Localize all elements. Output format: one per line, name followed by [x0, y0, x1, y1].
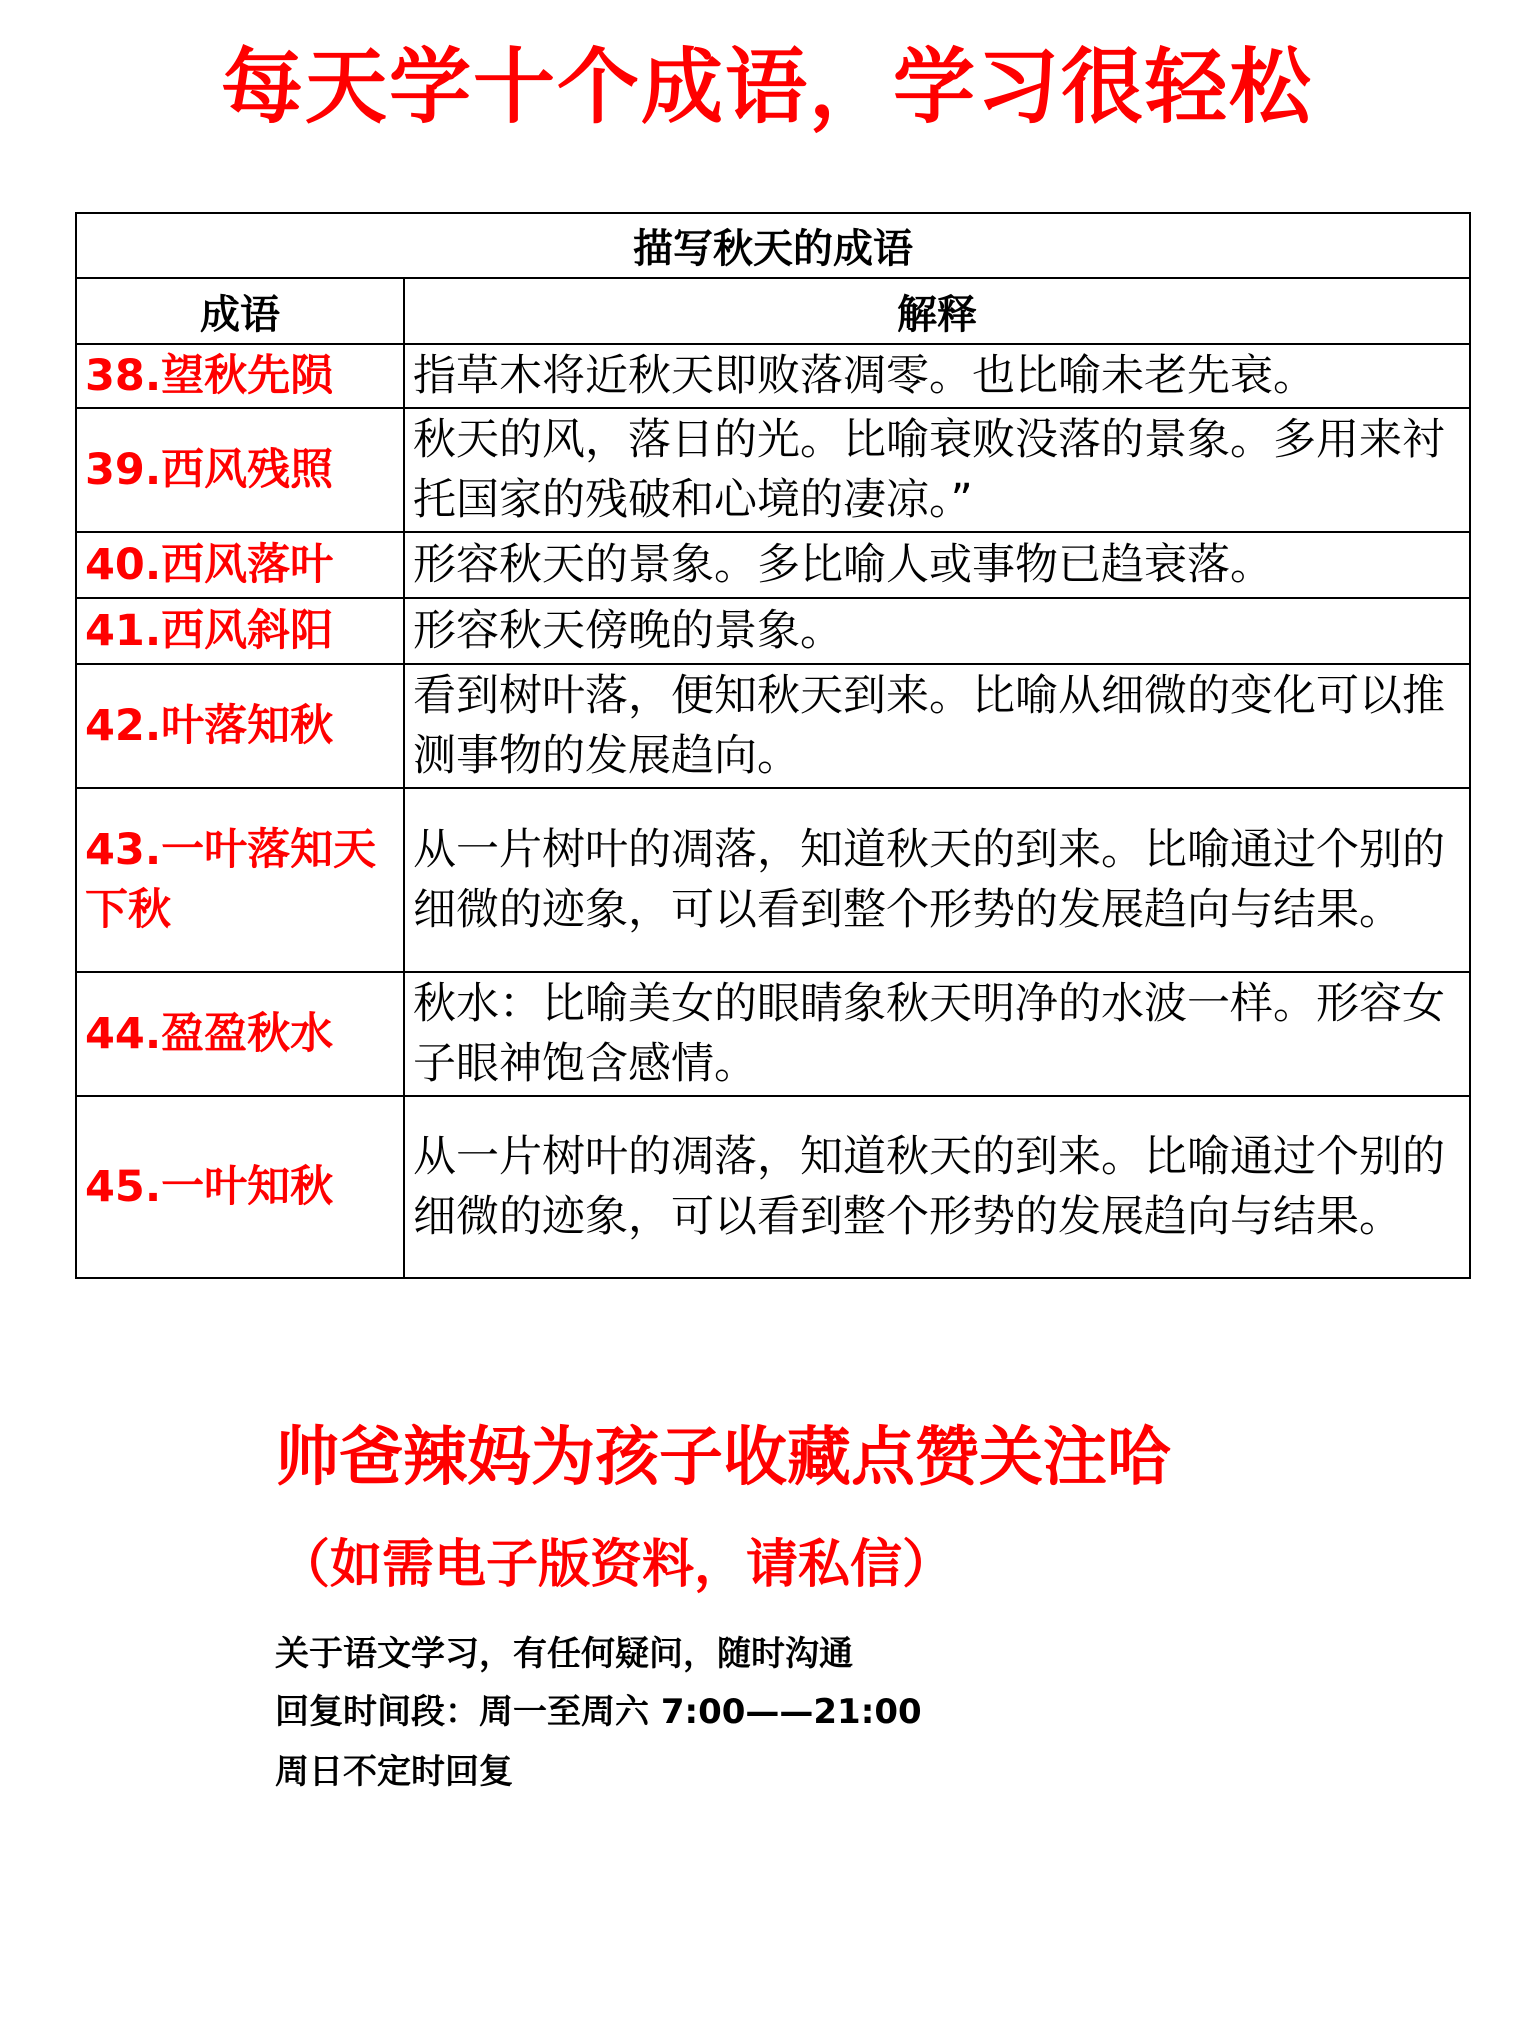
table-caption-row [76, 213, 1470, 278]
column-header-idiom: 成语 [76, 278, 404, 344]
table-row [76, 408, 1470, 532]
idiom-definition: 秋天的风，落日的光。比喻衰败没落的景象。多用来衬托国家的残破和心境的凄凉。” [404, 408, 1470, 532]
idiom-name: 39.西风残照 [76, 408, 404, 532]
footer-title: 帅爸辣妈为孩子收藏点赞关注哈 [275, 1421, 1171, 1495]
idiom-name: 42.叶落知秋 [76, 664, 404, 788]
table-row [76, 344, 1470, 408]
idiom-definition: 形容秋天的景象。多比喻人或事物已趋衰落。 [404, 532, 1470, 598]
column-header-definition: 解释 [404, 278, 1470, 344]
idiom-name: 45.一叶知秋 [76, 1096, 404, 1278]
contact-line: 周日不定时回复 [275, 1752, 513, 1792]
table-row [76, 1096, 1470, 1278]
table-caption: 描写秋天的成语 [76, 213, 1470, 278]
idiom-name: 44.盈盈秋水 [76, 972, 404, 1096]
table-row [76, 598, 1470, 664]
idiom-definition: 从一片树叶的凋落，知道秋天的到来。比喻通过个别的细微的迹象，可以看到整个形势的发展趋向与结果。 [404, 788, 1470, 972]
idiom-definition: 指草木将近秋天即败落凋零。也比喻未老先衰。 [404, 344, 1470, 408]
contact-line: 关于语文学习，有任何疑问，随时沟通 [275, 1634, 853, 1674]
footer-subtitle: （如需电子版资料，请私信） [278, 1535, 955, 1595]
idiom-definition: 看到树叶落，便知秋天到来。比喻从细微的变化可以推测事物的发展趋向。 [404, 664, 1470, 788]
contact-line: 回复时间段：周一至周六 7:00——21:00 [275, 1692, 922, 1732]
table-row [76, 972, 1470, 1096]
page-title: 每天学十个成语，学习很轻松 [220, 40, 1313, 135]
idiom-name: 41.西风斜阳 [76, 598, 404, 664]
table-row [76, 664, 1470, 788]
table-row [76, 532, 1470, 598]
idiom-definition: 秋水：比喻美女的眼睛象秋天明净的水波一样。形容女子眼神饱含感情。 [404, 972, 1470, 1096]
idiom-name: 40.西风落叶 [76, 532, 404, 598]
idiom-definition: 形容秋天傍晚的景象。 [404, 598, 1470, 664]
idiom-name: 43.一叶落知天下秋 [76, 788, 404, 972]
idiom-table [75, 212, 1471, 1279]
table-row [76, 788, 1470, 972]
table-header-row [76, 278, 1470, 344]
idiom-definition: 从一片树叶的凋落，知道秋天的到来。比喻通过个别的细微的迹象，可以看到整个形势的发展趋向与结果。 [404, 1096, 1470, 1278]
idiom-name: 38.望秋先陨 [76, 344, 404, 408]
